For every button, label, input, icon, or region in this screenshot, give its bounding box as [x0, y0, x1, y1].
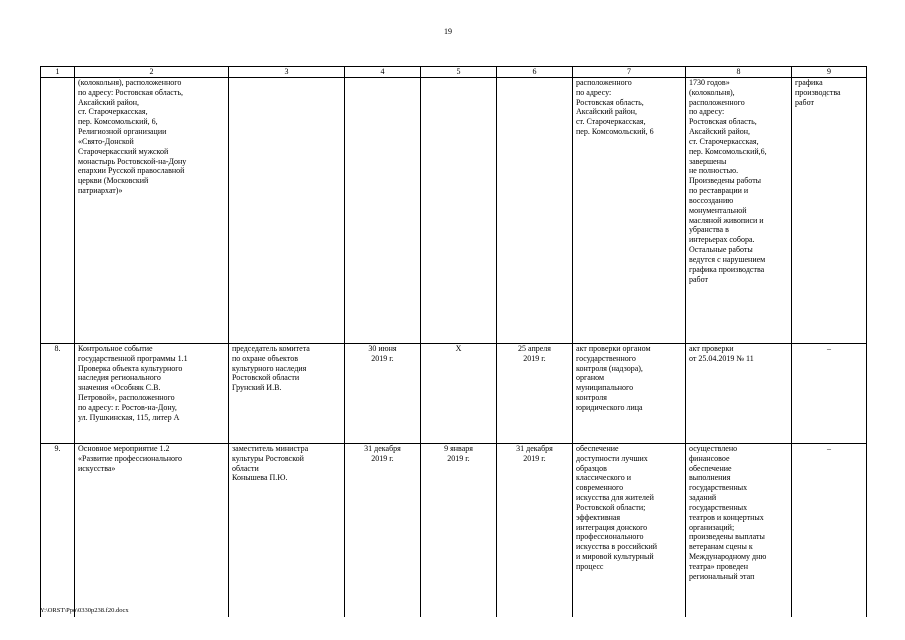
activity-name: (колокольня), расположенного по адресу: Ростовская область, Аксайский район, ст. Старочеркасская, пер. Комсомольский, 6, Религиозной организации «Свято-Донской Старочеркасский мужской монастырь Ростовской-на-Дону епархии Русской православной церкви (Московский патриархат)» [78, 78, 187, 196]
expected-result: расположенного по адресу: Ростовская область, Аксайский район, ст. Старочеркасская, пер. Комсомольский, 6 [576, 78, 654, 137]
responsible-person: заместитель министра культуры Ростовской области Конышева П.Ю. [232, 444, 309, 483]
actual-result: 1730 годов» (колокольня), расположенного по адресу: Ростовская область, Аксайский район, ст. Старочеркасская, пер. Комсомольский,6, завершены не полностью. Произведены работы по реставрации и воссозданию монументальной масляной живописи и убранства в интерьерах собора. Остальные работы ведутся с нарушением графика производства работ [689, 78, 767, 284]
table-row [41, 344, 867, 444]
table-row [41, 78, 867, 344]
column-number-row [41, 67, 867, 78]
expected-result: акт проверки органом государственного контроля (надзора), органом муниципального контроля юридического лица [576, 344, 651, 412]
page-number: 19 [444, 27, 452, 36]
actual-end-date: 25 апреля 2019 г. [518, 344, 551, 363]
activity-name: Основное мероприятие 1.2 «Развитие профессионального искусства» [78, 444, 183, 473]
actual-result: осуществлено финансовое обеспечение выполнения государственных заданий государственных театров и концертных организаций; произведены выплаты ветеранам сцены к Международному дню театра» проведен региональный этап [689, 444, 767, 581]
activity-name: Контрольное событие государственной программы 1.1 Проверка объекта культурного наследия регионального значения «Особняк С.В. Петровой», расположенного по адресу: г. Ростов-на-Дону, ул. Пушкинская, 115, литер А [78, 344, 188, 422]
column-number: 1 [41, 67, 75, 78]
deviation-reason: – [827, 444, 831, 453]
planned-date: 30 июня 2019 г. [368, 344, 397, 363]
deviation-reason: графика производства работ [795, 78, 841, 107]
column-number: 4 [345, 67, 421, 78]
deviation-reason: – [827, 344, 831, 353]
column-number: 9 [792, 67, 867, 78]
expected-result: обеспечение доступности лучших образцов классического и современного искусства для жителей Ростовской области; эффективная интеграция донского профессионального искусства в российский и мировой культурный процесс [576, 444, 658, 571]
actual-end-date: 31 декабря 2019 г. [516, 444, 553, 463]
actual-start-date: X [455, 344, 462, 353]
column-number: 3 [229, 67, 345, 78]
table-row [41, 444, 867, 618]
column-number: 5 [421, 67, 497, 78]
column-number: 8 [686, 67, 792, 78]
planned-date: 31 декабря 2019 г. [364, 444, 401, 463]
actual-start-date: 9 января 2019 г. [444, 444, 473, 463]
actual-result: акт проверки от 25.04.2019 № 11 [689, 344, 754, 363]
responsible-person: председатель комитета по охране объектов культурного наследия Ростовской области Грунский И.В. [232, 344, 310, 393]
footer-file-path: Y:\ORST\Ppo\0330p238.f20.docx [40, 607, 129, 614]
column-number: 2 [75, 67, 229, 78]
report-table [40, 66, 867, 617]
row-number: 9. [54, 444, 61, 453]
column-number: 6 [497, 67, 573, 78]
row-number: 8. [54, 344, 61, 353]
column-number: 7 [573, 67, 686, 78]
